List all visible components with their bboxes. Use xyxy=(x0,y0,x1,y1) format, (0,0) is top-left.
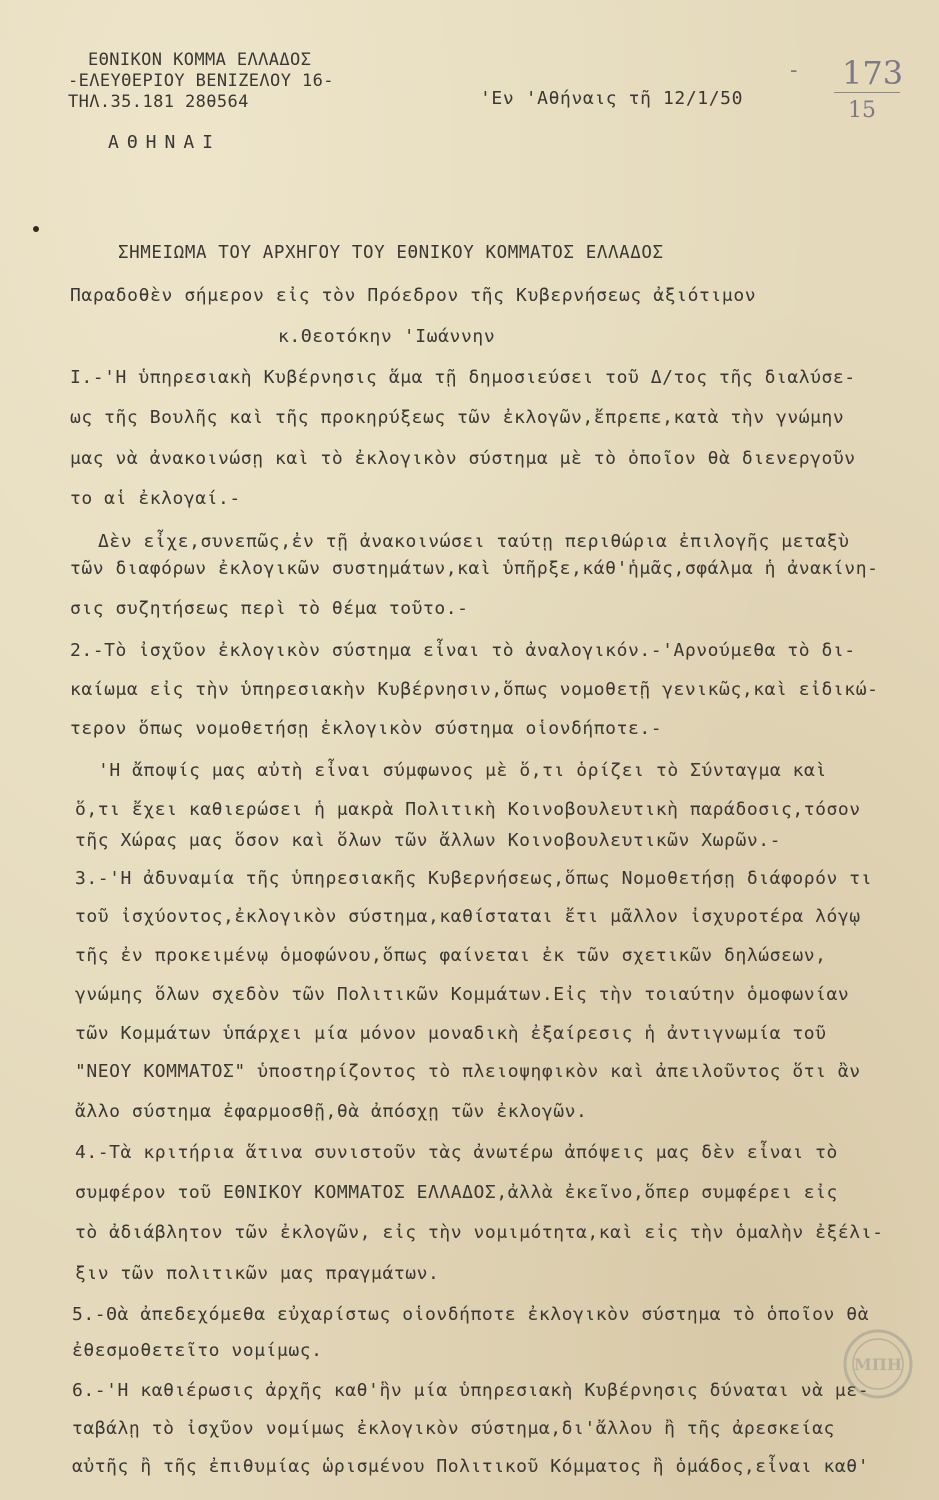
memo-recipient: κ.Θεοτόκην 'Ιωάννην xyxy=(278,326,496,347)
body-line: τῆς ἐν προκειμένῳ ὁμοφώνου,ὅπως φαίνεται ἐκ τῶν σχετικῶν δηλώσεων, xyxy=(75,945,827,966)
body-line: ὅ,τι ἔχει καθιερώσει ἡ μακρὰ Πολιτικὴ Κοινοβουλευτικὴ παράδοσις,τόσον xyxy=(75,799,861,820)
body-line: τῶν διαφόρων ἐκλογικῶν συστημάτων,καὶ ὑπῆρξε,κάθ'ἡμᾶς,σφάλμα ἡ ἀνακίνη- xyxy=(70,558,879,579)
memo-title: ΣΗΜΕΙΩΜΑ ΤΟΥ ΑΡΧΗΓΟΥ ΤΟΥ ΕΘΝΙΚΟΥ ΚΟΜΜΑΤΟΣ ΕΛΛΑΔΟΣ xyxy=(118,243,664,263)
body-line: το αἱ ἐκλογαί.- xyxy=(70,488,241,509)
body-line: ως τῆς Βουλῆς καὶ τῆς προκηρύξεως τῶν ἐκλογῶν,ἔπρεπε,κατὰ τὴν γνώμην xyxy=(70,407,845,428)
letterhead-phone: ΤΗΛ.35.181 28θ564 xyxy=(68,92,249,112)
memo-subtitle: Παραδοθὲν σήμερον εἰς τὸν Πρόεδρον τῆς Κυβερνήσεως ἀξιότιμον xyxy=(70,285,757,306)
body-line: σις συζητήσεως περὶ τὸ θέμα τοῦτο.- xyxy=(70,598,469,619)
archive-page-number: 15 xyxy=(848,98,876,123)
letterhead-city: ΑΘΗΝΑΙ xyxy=(108,132,222,153)
body-line: ἐθεσμοθετεῖτο νομίμως. xyxy=(72,1340,323,1361)
archive-folio-number: 173 xyxy=(842,54,904,92)
body-line: γνώμης ὅλων σχεδὸν τῶν Πολιτικῶν Κομμάτων.Εἰς τὴν τοιαύτην ὁμοφωνίαν xyxy=(75,984,850,1005)
body-line: τὸ ἀδιάβλητον τῶν ἐκλογῶν, εἰς τὴν νομιμότητα,καὶ εἰς τὴν ὁμαλὴν ἐξέλι- xyxy=(75,1222,884,1243)
body-line: αὐτῆς ἢ τῆς ἐπιθυμίας ὡρισμένου Πολιτικοῦ Κόμματος ἢ ὁμάδος,εἶναι καθ' xyxy=(72,1456,870,1477)
body-line: I.-'Η ὑπηρεσιακὴ Κυβέρνησις ἅμα τῇ δημοσιεύσει τοῦ Δ/τος τῆς διαλύσε- xyxy=(70,367,856,388)
archive-rule xyxy=(834,92,900,93)
body-line: 3.-'Η ἀδυναμία τῆς ὑπηρεσιακῆς Κυβερνήσεως,ὅπως Νομοθετήσῃ διάφορόν τι xyxy=(75,868,873,889)
body-line: 4.-Τὰ κριτήρια ἅτινα συνιστοῦν τὰς ἀνωτέρω ἀπόψεις μας δὲν εἶναι τὸ xyxy=(75,1142,838,1163)
body-line: 6.-'Η καθιέρωσις ἀρχῆς καθ'ἣν μία ὑπηρεσιακὴ Κυβέρνησις δύναται νὰ με- xyxy=(72,1380,870,1401)
body-line: μας νὰ ἀνακοινώσῃ καὶ τὸ ἐκλογικὸν σύστημα μὲ τὸ ὁποῖον θὰ διενεργοῦν xyxy=(70,448,856,469)
body-line: συμφέρον τοῦ ΕΘΝΙΚΟΥ ΚΟΜΜΑΤΟΣ ΕΛΛΑΔΟΣ,ἀλλὰ ἐκεῖνο,ὅπερ συμφέρει εἰς xyxy=(75,1182,838,1203)
body-line: τοῦ ἰσχύοντος,ἐκλογικὸν σύστημα,καθίσταται ἔτι μᾶλλον ἰσχυροτέρα λόγῳ xyxy=(75,906,861,927)
archive-dash: - xyxy=(790,58,798,83)
letterhead-org: ΕΘΝΙΚΟΝ ΚΟΜΜΑ ΕΛΛΑΔΟΣ xyxy=(88,50,312,70)
body-line: 5.-Θὰ ἀπεδεχόμεθα εὐχαρίστως οἱονδήποτε ἐκλογικὸν σύστημα τὸ ὁποῖον θὰ xyxy=(72,1304,870,1325)
body-line: τερον ὅπως νομοθετήσῃ ἐκλογικὸν σύστημα οἱονδήποτε.- xyxy=(70,718,663,739)
body-line: καίωμα εἰς τὴν ὑπηρεσιακὴν Κυβέρνησιν,ὅπως νομοθετῇ γενικῶς,καὶ εἰδικώ- xyxy=(70,679,879,700)
margin-dot xyxy=(33,226,39,232)
letterhead-address: -ΕΛΕΥΘΕΡΙΟΥ ΒΕΝΙΖΕΛΟΥ 16- xyxy=(68,71,334,91)
body-line: ταβάλῃ τὸ ἰσχῦον νομίμως ἐκλογικὸν σύστημα,δι'ἄλλου ἢ τῆς ἀρεσκείας xyxy=(72,1418,835,1439)
archive-stamp-icon xyxy=(842,1328,914,1400)
body-line: ἄλλο σύστημα ἐφαρμοσθῇ,θὰ ἀπόσχῃ τῶν ἐκλογῶν. xyxy=(75,1101,588,1122)
body-line: τῆς Χώρας μας ὅσον καὶ ὅλων τῶν ἄλλων Κοινοβουλευτικῶν Χωρῶν.- xyxy=(75,830,781,851)
document-date: 'Εν 'Αθήναις τῆ 12/1/50 xyxy=(480,88,744,109)
body-line: 'Η ἄποψίς μας αὐτὴ εἶναι σύμφωνος μὲ ὅ,τι ὁρίζει τὸ Σύνταγμα καὶ xyxy=(98,760,827,781)
archive-stamp-label: ΜΠΗ xyxy=(854,1355,902,1374)
body-line: ξιν τῶν πολιτικῶν μας πραγμάτων. xyxy=(75,1263,440,1284)
body-line: τῶν Κομμάτων ὑπάρχει μία μόνον μοναδικὴ ἐξαίρεσις ἡ ἀντιγνωμία τοῦ xyxy=(75,1023,827,1044)
body-line: "ΝΕΟΥ ΚΟΜΜΑΤΟΣ" ὑποστηρίζοντος τὸ πλειοψηφικὸν καὶ ἀπειλοῦντος ὅτι ἂν xyxy=(75,1061,861,1082)
body-line: Δὲν εἶχε,συνεπῶς,ἐν τῇ ἀνακοινώσει ταύτῃ περιθώρια ἐπιλογῆς μεταξὺ xyxy=(98,531,850,552)
body-line: 2.-Τὸ ἰσχῦον ἐκλογικὸν σύστημα εἶναι τὸ ἀναλογικόν.-'Αρνούμεθα τὸ δι- xyxy=(70,640,856,661)
